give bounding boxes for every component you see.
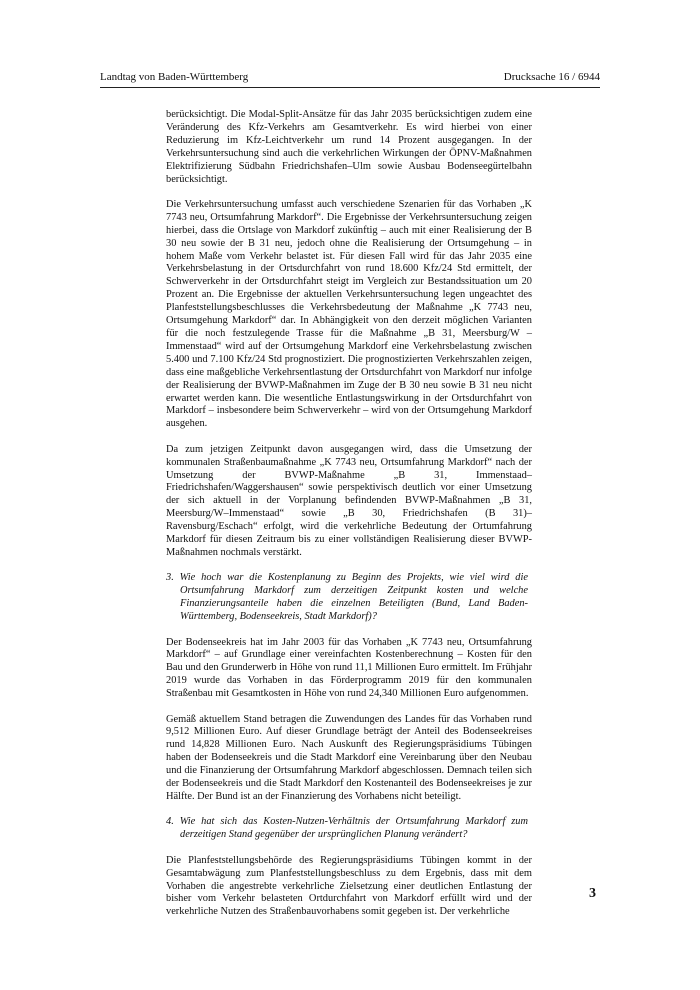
page-number: 3 xyxy=(589,886,596,901)
header-divider xyxy=(100,87,600,88)
question-4: 4. Wie hat sich das Kosten-Nutzen-Verhältnis der Ortsumfahrung Markdorf zum derzeitigen Stand gegenüber der ursprünglichen Planung verändert? xyxy=(166,816,528,841)
header-document-number: Drucksache 16 / 6944 xyxy=(503,71,600,83)
page-header xyxy=(100,71,600,84)
paragraph: Da zum jetzigen Zeitpunkt davon ausgegangen wird, dass die Umsetzung der kommunalen Straßenbaumaßnahme „K 7743 neu, Ortsumfahrung Markdorf“ nach der Umsetzung der BVWP-Maßnahme „B 31, Immenstaad–Friedrichshafen/Waggershausen“ sowie perspektivisch deutlich vor einer Umsetzung der sich aktuell in der Vorplanung befindenden BVWP-Maßnahmen „B 31, Meersburg/W–Immenstaad“ sowie „B 30, Friedrichshafen (B 31)–Ravensburg/Eschach“ erfolgt, wird die verkehrliche Bedeutung der Ortumfahrung Markdorf für diesen Zeitraum bis zu einer vollständigen Realisierung dieser BVWP-Maßnahmen nochmals verstärkt. xyxy=(166,443,532,558)
paragraph: Die Planfeststellungsbehörde des Regierungspräsidiums Tübingen kommt in der Gesamtabwägung zum Planfeststellungsbeschluss zu dem Ergebnis, dass mit dem Vorhaben die angestrebte verkehrliche Zielsetzung einer deutlichen Entlastung der bisher vom Verkehr belasteten Ortdurchfahrt von Markdorf erfüllt wird und der verkehrliche Nutzen des Straßenbauvorhabens somit gegeben ist. Der verkehrliche xyxy=(166,854,532,918)
paragraph: berücksichtigt. Die Modal-Split-Ansätze für das Jahr 2035 berücksichtigen zudem eine Veränderung des Kfz-Verkehrs am Gesamtverkehr. Es wird hierbei von einer Reduzierung im Kfz-Leichtverkehr um rund 14 Prozent ausgegangen. In der Verkehrsuntersuchung sind auch die verkehrlichen Wirkungen der ÖPNV-Maßnahmen Elektrifizierung Südbahn Friedrichshafen–Ulm sowie Ausbau Bodenseegürtelbahn berücksichtigt. xyxy=(166,109,532,185)
paragraph: Gemäß aktuellem Stand betragen die Zuwendungen des Landes für das Vorhaben rund 9,512 Millionen Euro. Auf dieser Grundlage beträgt der Anteil des Bodenseekreises rund 14,828 Millionen Euro. Nach Auskunft des Regierungspräsidiums Tübingen haben der Bodenseekreis und die Stadt Markdorf eine Vereinbarung über den Neubau und die Finanzierung der Ortsumfahrung Markdorf abgeschlossen. Demnach teilen sich der Bodenseekreis und die Stadt Markdorf den Kostenanteil des Bodenseekreises je zur Hälfte. Der Bund ist an der Finanzierung des Vorhabens nicht beteiligt. xyxy=(166,713,532,802)
paragraph: Die Verkehrsuntersuchung umfasst auch verschiedene Szenarien für das Vorhaben „K 7743 neu, Ortsumfahrung Markdorf“. Die Ergebnisse der Verkehrsuntersuchung zeigen hierbei, dass die Ortslage von Markdorf zukünftig – auch mit einer Realisierung der B 30 neu sowie der B 31 neu, jedoch ohne die Realisierung der Ortsumgehung – in hohem Maße vom Verkehr belastet ist. Für diesen Fall wird für das Jahr 2035 eine Verkehrsbelastung in der Ortsdurchfahrt von rund 18.600 Kfz/24 Std ermittelt, der Schwerverkehr in der Ortsdurchfahrt steigt im Vergleich zur Bestandssituation um 20 Prozent an. Die Ergebnisse der aktuellen Verkehrsuntersuchung legen ungeachtet des Planfeststellungsbeschlusses die Verkehrsbedeutung der Maßnahme „K 7743 neu, Ortsumgehung Markdorf“ dar. In Abhängigkeit von den derzeit möglichen Varianten für die noch festzulegende Trasse für die Maßnahme „B 31, Meersburg/W – Immenstaad“ wird auf der Ortsumgehung Markdorf eine Verkehrsbelastung zwischen 5.400 und 7.100 Kfz/24 Std prognostiziert. Die prognostizierten Verkehrszahlen zeigen, dass eine maßgebliche Verkehrsentlastung der Ortsdurchfahrt von Markdorf nur infolge der Realisierung der BVWP-Maßnahmen im Zuge der B 30 neu sowie B 31 neu nicht erwartet werden kann. Die wesentliche Entlastungswirkung in der Ortsdurchfahrt von Markdorf – insbesondere beim Schwerverkehr – wird von der Ortsumgehung Markdorf ausgehen. xyxy=(166,198,532,430)
question-3: 3. Wie hoch war die Kostenplanung zu Beginn des Projekts, wie viel wird die Ortsumfahrung Markdorf zum derzeitigen Zeitpunkt kosten und welche Finanzierungsanteile haben die einzelnen Beteiligten (Bund, Land Baden-Württemberg, Bodenseekreis, Stadt Markdorf)? xyxy=(166,572,528,623)
document-body xyxy=(166,109,532,932)
header-parliament: Landtag von Baden-Württemberg xyxy=(100,71,249,83)
paragraph: Der Bodenseekreis hat im Jahr 2003 für das Vorhaben „K 7743 neu, Ortsumfahrung Markdorf“ – auf Grundlage einer vereinfachten Kostenberechnung – Kosten für den Bau und den Grunderwerb in Höhe von rund 11,1 Millionen Euro ermittelt. Im Frühjahr 2019 wurde das Vorhaben in das Förderprogramm 2019 für den kommunalen Straßenbau mit Gesamtkosten in Höhe von rund 24,340 Millionen Euro aufgenommen. xyxy=(166,636,532,700)
